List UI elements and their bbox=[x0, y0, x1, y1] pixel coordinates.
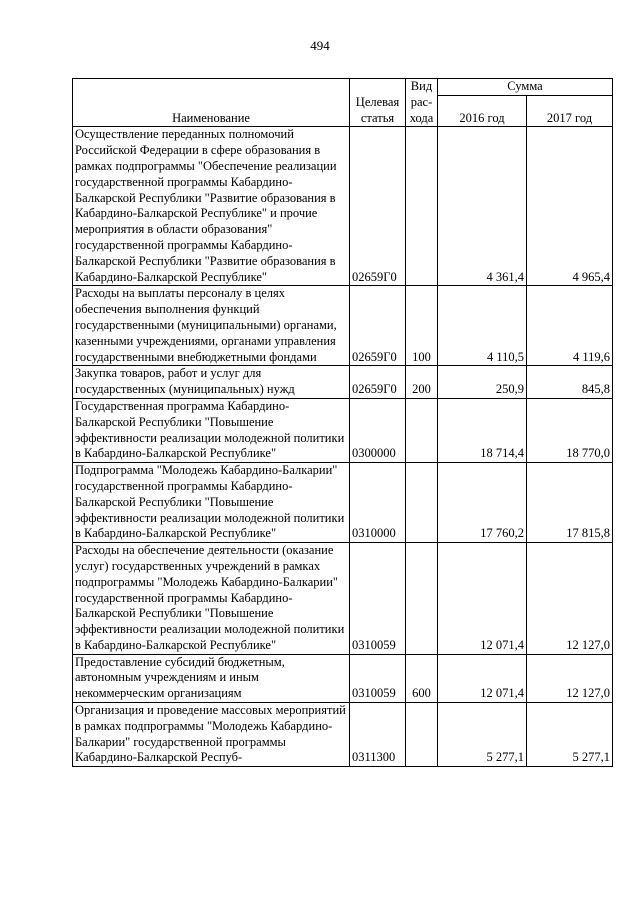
table-row bbox=[73, 654, 613, 702]
row-2016: 12 071,4 bbox=[438, 543, 527, 655]
row-name: Расходы на выплаты персоналу в целях обеспечения выполнения функций государственными (муниципальными) органами, казенными учреждениями, органами управления государственными внебюджетными фондами bbox=[73, 286, 350, 366]
row-2017: 12 127,0 bbox=[527, 543, 613, 655]
table-row bbox=[73, 366, 613, 399]
header-sum: Сумма bbox=[438, 79, 613, 96]
row-code: 0310000 bbox=[350, 463, 406, 543]
row-code: 02659Г0 bbox=[350, 127, 406, 286]
row-name: Расходы на обеспечение деятельности (оказание услуг) государственных учреждений в рамках подпрограммы "Молодежь Кабардино-Балкарии" государственной программы Кабардино-Балкарской Республики "Повышение эффективности реализации молодежной политики в Кабардино-Балкарской Республике" bbox=[73, 543, 350, 655]
header-code-line2: статья bbox=[360, 110, 395, 125]
header-code bbox=[350, 79, 406, 127]
header-vid-line1: Вид bbox=[410, 79, 433, 93]
row-code: 0310059 bbox=[350, 654, 406, 702]
row-2016: 250,9 bbox=[438, 366, 527, 399]
row-vid: 100 bbox=[406, 286, 438, 366]
row-2017: 845,8 bbox=[527, 366, 613, 399]
row-2016: 4 110,5 bbox=[438, 286, 527, 366]
row-code: 02659Г0 bbox=[350, 366, 406, 399]
row-name: Осуществление переданных полномочий Российской Федерации в сфере образования в рамках подпрограммы "Обеспечение реализации государственной программы Кабардино-Балкарской Республики "Развитие образования в Кабардино-Балкарской Республике" и прочие мероприятия в области образования" государственной программы Кабардино-Балкарской Республики "Развитие образования в Кабардино-Балкарской Республике" bbox=[73, 127, 350, 286]
header-code-line1: Целевая bbox=[355, 94, 400, 109]
header-vid bbox=[406, 79, 438, 127]
table-row bbox=[73, 543, 613, 655]
header-year-2017: 2017 год bbox=[527, 96, 613, 127]
row-2017: 4 965,4 bbox=[527, 127, 613, 286]
budget-table bbox=[72, 78, 613, 767]
row-2016: 4 361,4 bbox=[438, 127, 527, 286]
header-vid-line3: хода bbox=[409, 110, 434, 125]
header-name: Наименование bbox=[73, 79, 350, 127]
table-row bbox=[73, 127, 613, 286]
row-name: Подпрограмма "Молодежь Кабардино-Балкарии" государственной программы Кабардино-Балкарской Республики "Повышение эффективности реализации молодежной политики в Кабардино-Балкарской Республике" bbox=[73, 463, 350, 543]
page-number: 494 bbox=[310, 38, 330, 53]
header-year-2016: 2016 год bbox=[438, 96, 527, 127]
row-vid: 200 bbox=[406, 366, 438, 399]
row-2016: 5 277,1 bbox=[438, 703, 527, 767]
row-vid: 600 bbox=[406, 654, 438, 702]
row-name: Закупка товаров, работ и услуг для государственных (муниципальных) нужд bbox=[73, 366, 350, 399]
table-row bbox=[73, 463, 613, 543]
table-row bbox=[73, 398, 613, 462]
row-vid bbox=[406, 543, 438, 655]
table-row bbox=[73, 703, 613, 767]
row-vid bbox=[406, 463, 438, 543]
row-vid bbox=[406, 127, 438, 286]
row-name: Предоставление субсидий бюджетным, автономным учреждениям и иным некоммерческим организациям bbox=[73, 654, 350, 702]
header-vid-line2: рас- bbox=[410, 94, 433, 109]
row-2017: 5 277,1 bbox=[527, 703, 613, 767]
row-2016: 12 071,4 bbox=[438, 654, 527, 702]
row-2017: 12 127,0 bbox=[527, 654, 613, 702]
row-code: 0310059 bbox=[350, 543, 406, 655]
row-name: Государственная программа Кабардино-Балкарской Республики "Повышение эффективности реализации молодежной политики в Кабардино-Балкарской Республике" bbox=[73, 398, 350, 462]
row-name: Организация и проведение массовых мероприятий в рамках подпрограммы "Молодежь Кабардино-Балкарии" государственной программы Кабардино-Балкарской Респуб- bbox=[73, 703, 350, 767]
table-row bbox=[73, 286, 613, 366]
row-2017: 4 119,6 bbox=[527, 286, 613, 366]
row-vid bbox=[406, 398, 438, 462]
row-code: 02659Г0 bbox=[350, 286, 406, 366]
row-code: 0311300 bbox=[350, 703, 406, 767]
row-2017: 17 815,8 bbox=[527, 463, 613, 543]
row-2016: 17 760,2 bbox=[438, 463, 527, 543]
row-2016: 18 714,4 bbox=[438, 398, 527, 462]
row-vid bbox=[406, 703, 438, 767]
row-2017: 18 770,0 bbox=[527, 398, 613, 462]
row-code: 0300000 bbox=[350, 398, 406, 462]
